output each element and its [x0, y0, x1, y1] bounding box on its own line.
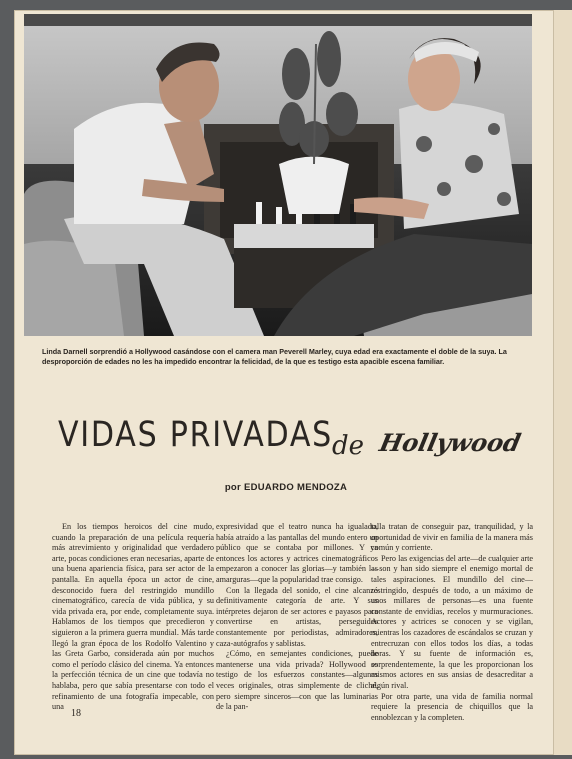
photo-caption: Linda Darnell sorprendió a Hollywood casándose con el camera man Peverell Marley, cuya edad era exactamente el doble de la suya. La desproporción de edades no les ha impedido encontrar la felicidad, de la que es testigo esta apacible escena familiar.	[42, 347, 507, 366]
photo-illustration	[24, 14, 532, 336]
paragraph: Por otra parte, una vida de familia normal requiere la presencia de chiquillos que la ennoblezcan y la completen.	[371, 691, 533, 722]
paragraph: En los tiempos heroicos del cine mudo, cuando la preparación de una película requería más atrevimiento y originalidad que verdadero arte, pocas condiciones eran necesarias, aparte de una buena apariencia física, para ser actor de la pantalla. En aquella época un actor de cine, desconocido fuera del restringido mundillo cinematográfico, carecía de vida pública, y su vida privada era, por ende, completamente suya. Hablamos de los tiempos que precedieron y siguieron a la primera guerra mundial. Más tarde llegó la gran época de los Rodolfo Valentino y las Greta Garbo, considerada aún por muchos como el período clásico del cinema. Ya entonces la perfección técnica de un cine que todavía no hablaba, pero que sabía presentarse con todo el refinamiento de una fotografía impecable, con una	[52, 522, 214, 712]
text-column-1	[52, 522, 214, 713]
article-title-script: Hollywood	[376, 428, 524, 457]
byline: por EDUARDO MENDOZA	[224, 482, 348, 493]
article-title-main: VIDAS PRIVADAS	[58, 415, 334, 455]
paragraph: Con la llegada del sonido, el cine alcanzó definitivamente categoría de arte. Y sus intérpretes dejaron de ser actores e payasos para convertirse en artistas, perseguidos constantemente por periodistas, admiradores, caza-autógrafos y sablistas.	[216, 585, 378, 648]
paragraph: expresividad que el teatro nunca ha igualado, había atraído a las pantallas del mundo entero un público que se contaba por millones. Y ya entonces los actores y actrices cinematográficos empezaron a conocer las glorias—y también las amarguras—que la popularidad trae consigo.	[216, 522, 378, 584]
paragraph: talla tratan de conseguir paz, tranquilidad, y la oportunidad de vivir en familia de la manera más común y corriente.	[371, 522, 533, 553]
paragraph: Pero las exigencias del arte—de cualquier arte—son y han sido siempre el enemigo mortal de tales aspiraciones. El mundillo del cine—restringido, después de todo, a un máximo de unos millares de personas—es una fuente constante de envidias, recelos y murmuraciones. Actores y actrices se conocen y se vigilan, mientras los cazadores de escándalos se cruzan y entrecruzan con ellos todos los días, a todas horas. Y su fuente de información es, sorprendentemente, la que les proporcionan los mismos actores en sus ansias de desacreditar a algún rival.	[371, 553, 533, 690]
page-number: 18	[71, 708, 81, 719]
article-title-de: de	[332, 431, 365, 461]
paragraph: ¿Cómo, en semejantes condiciones, puede mantenerse una vida privada? Hollywood es testigo de los esfuerzos constantes—algunas veces originales, otras simplemente de cliché, pero siempre sinceros—con que las luminarias de la pan-	[216, 649, 378, 712]
text-column-2	[216, 522, 378, 713]
photograph-chess-scene	[24, 14, 532, 336]
adjacent-page-edge	[554, 10, 572, 755]
text-column-3	[371, 522, 533, 723]
